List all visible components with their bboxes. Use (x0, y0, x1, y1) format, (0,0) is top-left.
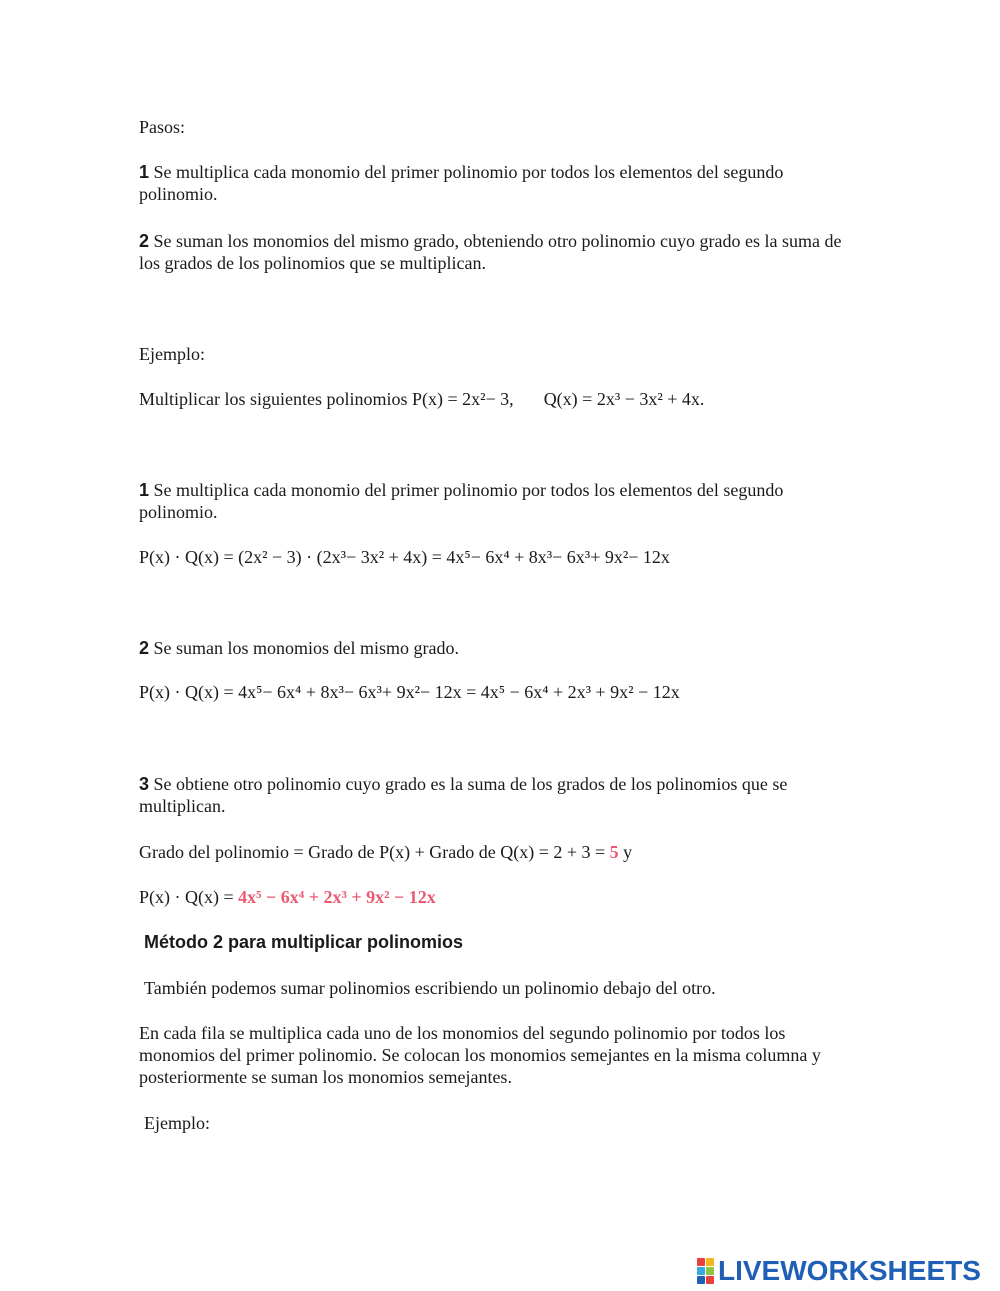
method-2-heading: Método 2 para multiplicar polinomios (144, 932, 464, 952)
example-step-2 (139, 637, 859, 659)
step-2 (139, 230, 859, 274)
polynomial-p: Multiplicar los siguientes polinomios P(x) = 2x²− 3, (139, 389, 514, 409)
result-line (139, 886, 899, 908)
formula-1: P(x) · Q(x) = (2x² − 3) · (2x³− 3x² + 4x) = 4x⁵− 6x⁴ + 8x³− 6x³+ 9x²− 12x (139, 547, 670, 567)
degree-value: 5 (609, 842, 619, 862)
example-statement (139, 388, 899, 410)
logo-text: LIVEWORKSHEETS (718, 1255, 981, 1286)
logo-cube (706, 1267, 714, 1275)
logo-cube (706, 1276, 714, 1284)
example-2-label: Ejemplo: (144, 1113, 210, 1133)
step-number: 1 (139, 162, 150, 182)
example-step-1 (139, 479, 859, 523)
step-number: 2 (139, 638, 150, 658)
logo-cube (697, 1258, 705, 1266)
example-step-3 (139, 773, 859, 817)
step-number: 2 (139, 231, 150, 251)
method-2-intro: También podemos sumar polinomios escribiendo un polinomio debajo del otro. (144, 978, 716, 998)
example-label: Ejemplo: (139, 344, 205, 364)
step-1 (139, 161, 859, 205)
logo-cube (697, 1267, 705, 1275)
step-number: 1 (139, 480, 150, 500)
logo-cubes-icon (697, 1258, 714, 1284)
logo-cube (706, 1258, 714, 1266)
step-text: Se suman los monomios del mismo grado. (149, 638, 460, 658)
degree-prefix: Grado del polinomio = Grado de P(x) + Grado de Q(x) = 2 + 3 = (139, 842, 610, 862)
step-text: Se multiplica cada monomio del primer polinomio por todos los elementos del segundo polinomio. (139, 162, 784, 204)
liveworksheets-logo (697, 1254, 981, 1288)
step-text: Se suman los monomios del mismo grado, obteniendo otro polinomio cuyo grado es la suma de los grados de los polinomios que se multiplican. (139, 231, 842, 273)
step-text: Se obtiene otro polinomio cuyo grado es la suma de los grados de los polinomios que se multiplican. (139, 774, 788, 816)
polynomial-q: Q(x) = 2x³ − 3x² + 4x. (543, 389, 705, 409)
result-value: 4x⁵ − 6x⁴ + 2x³ + 9x² − 12x (238, 887, 436, 907)
step-number: 3 (139, 774, 150, 794)
logo-cube (697, 1276, 705, 1284)
step-text: Se multiplica cada monomio del primer polinomio por todos los elementos del segundo polinomio. (139, 480, 784, 522)
degree-line (139, 841, 899, 863)
formula-2: P(x) · Q(x) = 4x⁵− 6x⁴ + 8x³− 6x³+ 9x²− 12x = 4x⁵ − 6x⁴ + 2x³ + 9x² − 12x (139, 682, 680, 702)
degree-suffix: y (618, 842, 633, 862)
result-prefix: P(x) · Q(x) = (139, 887, 239, 907)
method-2-description: En cada fila se multiplica cada uno de los monomios del segundo polinomio por todos los monomios del primer polinomio. Se colocan los monomios semejantes en la misma columna y posteriormente se suman los monomios semejantes. (139, 1023, 821, 1087)
steps-label: Pasos: (139, 117, 186, 137)
